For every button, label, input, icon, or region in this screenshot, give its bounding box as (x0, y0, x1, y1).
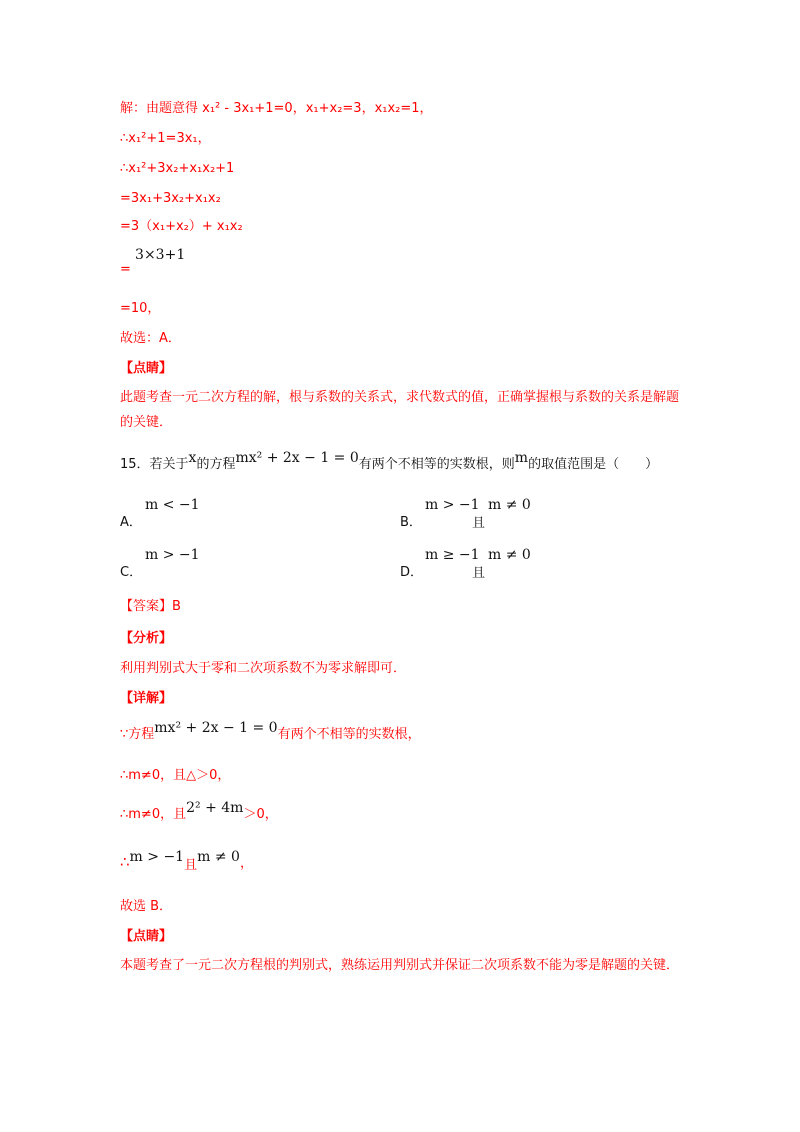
question-suffix: 的取值范围是（ ） (528, 457, 659, 472)
option-d-letter: D． (400, 565, 424, 580)
option-d-math-2: m ≠ 0 (488, 547, 531, 563)
solution-line-5: =3（x₁+x₂）+ x₁x₂ (120, 219, 243, 234)
solution-line-6 (120, 246, 186, 277)
question-15 (120, 450, 659, 474)
detail-3-expression: 2² + 4m (186, 800, 244, 816)
detail-3-suffix: ＞0， (243, 807, 278, 822)
analysis-heading: 【分析】 (120, 631, 173, 646)
var-m: m (514, 450, 529, 466)
tip-heading: 【点睛】 (120, 361, 173, 376)
solution-line-7: =10， (120, 301, 161, 316)
option-a-letter: A． (120, 515, 142, 530)
solution-line-4: =3x₁+3x₂+x₁x₂ (120, 191, 221, 206)
solution-line-1: 解：由题意得 x₁² - 3x₁+1=0，x₁+x₂=3，x₁x₂=1， (120, 101, 433, 116)
detail-heading: 【详解】 (120, 691, 173, 706)
detail-4-suffix: ， (239, 856, 253, 871)
option-c-letter: C． (120, 565, 143, 580)
var-x: x (188, 450, 197, 466)
question-equation: mx² + 2x − 1 = 0 (235, 450, 359, 466)
question-prefix: 15．若关于 (120, 457, 189, 472)
detail-1-equation: mx² + 2x − 1 = 0 (154, 720, 278, 736)
math-expression: 3×3+1 (135, 247, 186, 263)
option-b-math: m > −1 (425, 497, 480, 513)
option-c-math: m > −1 (145, 547, 200, 563)
option-d-and: 且 (472, 566, 486, 581)
solution-line-3: ∴x₁²+3x₂+x₁x₂+1 (120, 161, 235, 176)
equals-sign: = (120, 262, 131, 277)
detail-line-1 (120, 720, 421, 744)
detail-line-3 (120, 800, 278, 824)
detail-line-2: ∴m≠0，且△＞0， (120, 768, 231, 783)
detail-line-4 (120, 849, 253, 873)
detail-1-prefix: ∵方程 (120, 727, 155, 742)
analysis-text: 利用判别式大于零和二次项系数不为零求解即可． (120, 661, 407, 676)
solution-line-2: ∴x₁²+1=3x₁， (120, 131, 211, 146)
answer-line: 【答案】B (120, 599, 181, 614)
detail-4-and: 且 (184, 858, 198, 873)
option-a-math: m < −1 (145, 497, 200, 513)
therefore-symbol: ∴ (120, 853, 130, 871)
answer-tip-text: 本题考查了一元二次方程根的判别式，熟练运用判别式并保证二次项系数不能为零是解题的关键． (120, 958, 680, 973)
option-d-math: m ≥ −1 (425, 547, 480, 563)
final-choice: 故选 B． (120, 899, 173, 914)
question-mid-1: 的方程 (196, 457, 236, 472)
option-b-letter: B． (400, 515, 422, 530)
answer-tip-heading: 【点睛】 (120, 929, 173, 944)
question-mid-2: 有两个不相等的实数根，则 (358, 457, 515, 472)
detail-3-prefix: ∴m≠0，且 (120, 807, 187, 822)
detail-4-math-1: m > −1 (129, 849, 185, 865)
detail-1-suffix: 有两个不相等的实数根， (277, 727, 421, 742)
option-b-math-2: m ≠ 0 (488, 497, 531, 513)
tip-text: 此题考查一元二次方程的解，根与系数的关系式，求代数式的值，正确掌握根与系数的关系是解题的关键． (120, 390, 680, 430)
solution-line-8: 故选：A． (120, 331, 181, 346)
option-b-and: 且 (472, 516, 486, 531)
detail-4-math-2: m ≠ 0 (197, 849, 240, 865)
